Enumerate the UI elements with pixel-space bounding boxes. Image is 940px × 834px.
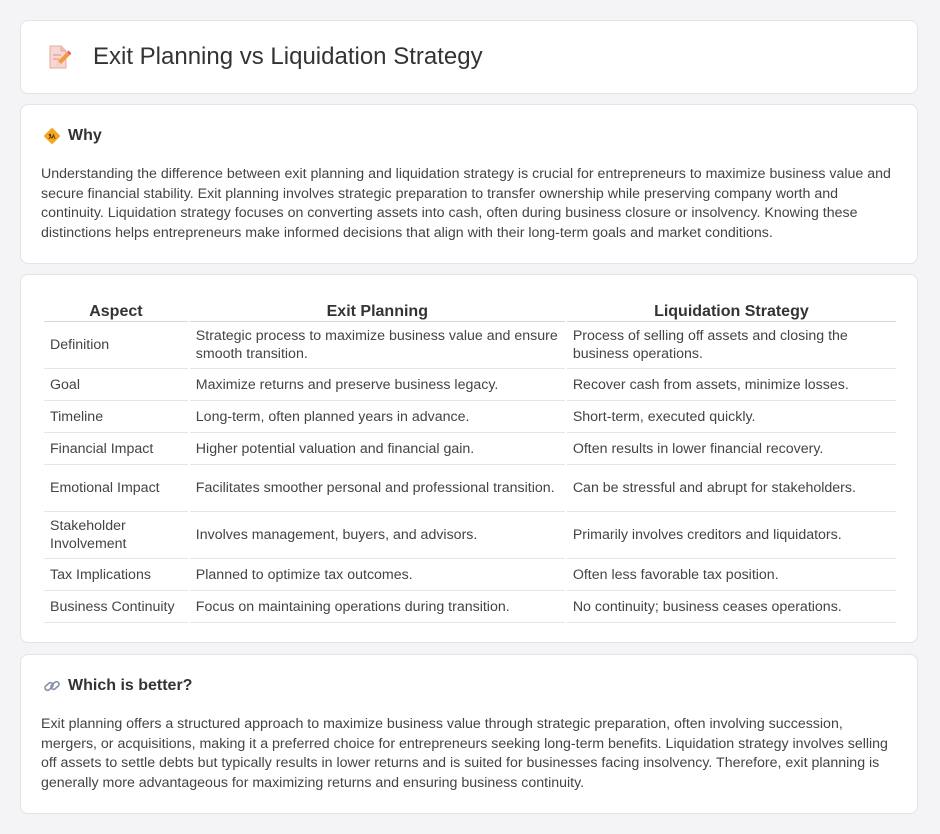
aspect-cell: Financial Impact (44, 433, 188, 465)
document-pencil-icon (47, 43, 71, 71)
liquidation-cell: Often less favorable tax position. (567, 559, 896, 591)
exit-planning-cell: Planned to optimize tax outcomes. (190, 559, 565, 591)
table-row (44, 465, 896, 512)
table-row (44, 512, 896, 559)
exit-planning-cell: Higher potential valuation and financial gain. (190, 433, 565, 465)
column-header-exit-planning: Exit Planning (190, 295, 565, 322)
aspect-cell: Timeline (44, 401, 188, 433)
aspect-cell: Emotional Impact (44, 465, 188, 512)
exit-planning-cell: Long-term, often planned years in advance. (190, 401, 565, 433)
table-row (44, 369, 896, 401)
warning-sign-icon (43, 127, 61, 145)
which-is-better-paragraph: Exit planning offers a structured approach to maximize business value through strategic preparation, often involving succession, mergers, or acquisitions, making it a preferred choice for entrepreneurs seeking long-term benefits. Liquidation strategy involves selling off assets to settle debts but typically results in lower returns and is suited for businesses facing insolvency. Therefore, exit planning is generally more advantageous for maximizing returns and ensuring business continuity. (41, 716, 888, 791)
column-header-aspect: Aspect (44, 295, 188, 322)
exit-planning-cell: Focus on maintaining operations during transition. (190, 591, 565, 623)
aspect-cell: Tax Implications (44, 559, 188, 591)
liquidation-cell: Process of selling off assets and closing the business operations. (567, 322, 896, 369)
column-header-liquidation-strategy: Liquidation Strategy (567, 295, 896, 322)
why-paragraph: Understanding the difference between exit planning and liquidation strategy is crucial for entrepreneurs to maximize business value and secure financial stability. Exit planning involves strategic preparation to transfer ownership while preserving company worth and continuity. Liquidation strategy focuses on converting assets into cash, often during business closure or insolvency. Knowing these distinctions helps entrepreneurs make informed decisions that align with their long-term goals and market conditions. (41, 166, 891, 241)
table-row (44, 559, 896, 591)
link-icon (43, 677, 61, 695)
liquidation-cell: Often results in lower financial recovery. (567, 433, 896, 465)
page-title: Exit Planning vs Liquidation Strategy (93, 43, 483, 70)
liquidation-cell: Can be stressful and abrupt for stakeholders. (567, 465, 896, 512)
exit-planning-cell: Maximize returns and preserve business legacy. (190, 369, 565, 401)
table-row (44, 401, 896, 433)
liquidation-cell: Recover cash from assets, minimize losses. (567, 369, 896, 401)
why-heading: Why (68, 127, 102, 144)
table-row (44, 591, 896, 623)
why-section (20, 104, 918, 264)
which-is-better-section (20, 654, 918, 814)
table-row (44, 322, 896, 369)
aspect-cell: Stakeholder Involvement (44, 512, 188, 559)
header-card (20, 20, 918, 94)
aspect-cell: Goal (44, 369, 188, 401)
table-row (44, 433, 896, 465)
liquidation-cell: No continuity; business ceases operations. (567, 591, 896, 623)
aspect-cell: Definition (44, 322, 188, 369)
comparison-table-section (20, 274, 918, 643)
which-is-better-heading: Which is better? (68, 677, 193, 694)
exit-planning-cell: Involves management, buyers, and advisors. (190, 512, 565, 559)
exit-planning-cell: Facilitates smoother personal and professional transition. (190, 465, 565, 512)
liquidation-cell: Primarily involves creditors and liquidators. (567, 512, 896, 559)
aspect-cell: Business Continuity (44, 591, 188, 623)
liquidation-cell: Short-term, executed quickly. (567, 401, 896, 433)
exit-planning-cell: Strategic process to maximize business value and ensure smooth transition. (190, 322, 565, 369)
comparison-table (42, 295, 898, 623)
